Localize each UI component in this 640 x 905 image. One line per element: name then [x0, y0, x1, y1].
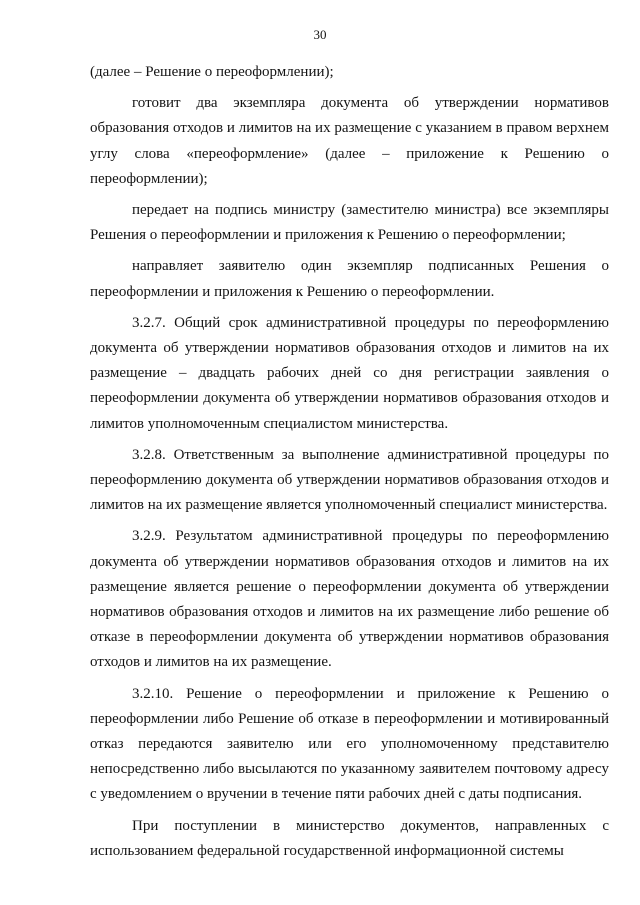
paragraph-receipt: При поступлении в министерство документов, направленных с использованием федеральной государственной информационной системы: [90, 817, 609, 859]
paragraph-submit-signature: передает на подпись министру (заместителю министра) все экземпляры Решения о переоформлении и приложения к Решению о переоформлении;: [90, 202, 609, 244]
paragraph-3-2-10: 3.2.10. Решение о переоформлении и приложение к Решению о переоформлении либо Решение об отказе в переоформлении и мотивированный отказ передаются заявителю или его уполномоченному представителю непосредственно либо высылаются по указанному заявителем почтовому адресу с уведомлением о вручении в течение пяти рабочих дней с даты подписания.: [90, 685, 609, 803]
document-body: [90, 60, 609, 864]
paragraph-prepare-copies: готовит два экземпляра документа об утверждении нормативов образования отходов и лимитов на их размещение с указанием в правом верхнем углу слова «переоформление» (далее – приложение к Решению о переоформлении);: [90, 95, 609, 187]
paragraph-3-2-7: 3.2.7. Общий срок административной процедуры по переоформлению документа об утверждении нормативов образования отходов и лимитов на их размещение – двадцать рабочих дней со дня регистрации заявления о переоформлении документа об утверждении нормативов образования отходов и лимитов уполномоченным специалистом министерства.: [90, 314, 609, 432]
paragraph-3-2-8: 3.2.8. Ответственным за выполнение административной процедуры по переоформлению документа об утверждении нормативов образования отходов и лимитов на их размещение является уполномоченный специалист министерства.: [90, 446, 609, 514]
paragraph-decision-reference: (далее – Решение о переоформлении);: [90, 64, 334, 80]
paragraph-send-applicant: направляет заявителю один экземпляр подписанных Решения о переоформлении и приложения к Решению о переоформлении.: [90, 258, 609, 300]
page-number: 30: [313, 27, 327, 42]
paragraph-3-2-9: 3.2.9. Результатом административной процедуры по переоформлению документа об утверждении нормативов образования отходов и лимитов на их размещение является решение о переоформлении документа об утверждении нормативов образования отходов и лимитов на их размещение либо решение об отказе в переоформлении документа об утверждении нормативов образования отходов и лимитов на их размещение.: [90, 528, 609, 671]
